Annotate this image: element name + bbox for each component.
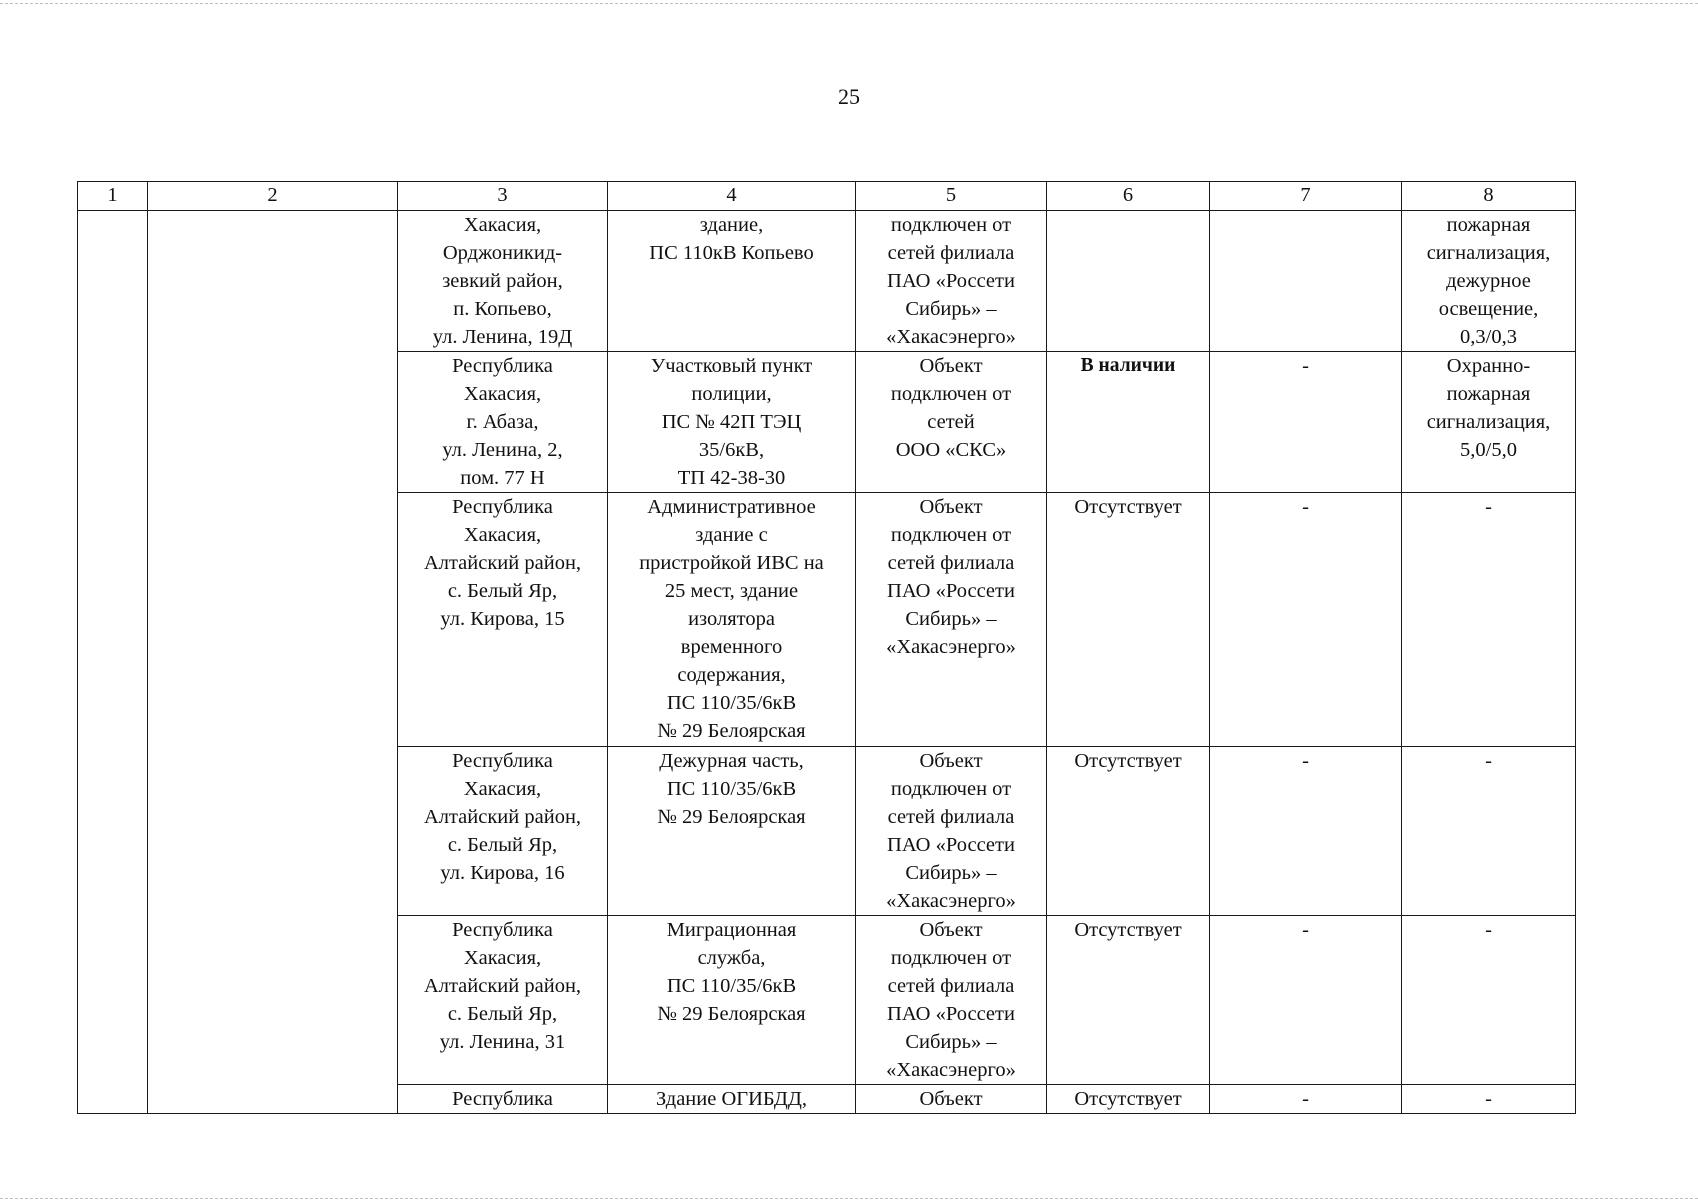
column-7-cell [1210, 747, 1402, 916]
column-7-text: - [1302, 1088, 1309, 1110]
column-header-6: 6 [1047, 182, 1210, 211]
equipment-cell [1402, 747, 1576, 916]
column-header-2: 2 [148, 182, 398, 211]
equipment-text: Охранно- пожарная сигнализация, 5,0/5,0 [1426, 355, 1551, 461]
equipment-text: - [1485, 496, 1492, 518]
connection-text: Объект подключен от сетей филиала ПАО «Россети Сибирь» – «Хакасэнерго» [886, 919, 1016, 1081]
availability-cell [1047, 1085, 1210, 1114]
column-header-1: 1 [78, 182, 148, 211]
column-header-4: 4 [608, 182, 856, 211]
object-text: здание, ПС 110кВ Копьево [649, 214, 814, 264]
object-cell [608, 211, 856, 352]
connection-cell [856, 916, 1047, 1085]
address-text: Республика Хакасия, г. Абаза, ул. Ленина, 2, пом. 77 Н [442, 355, 563, 489]
column-header-7: 7 [1210, 182, 1402, 211]
column-header-5: 5 [856, 182, 1047, 211]
connection-text: Объект подключен от сетей филиала ПАО «Россети Сибирь» – «Хакасэнерго» [886, 750, 1016, 912]
column-header-3: 3 [398, 182, 608, 211]
equipment-text: - [1485, 919, 1492, 941]
object-text: Здание ОГИБДД, [656, 1088, 807, 1110]
equipment-cell [1402, 352, 1576, 493]
object-cell [608, 352, 856, 493]
address-cell [398, 352, 608, 493]
column-7-text: - [1302, 750, 1309, 772]
availability-cell [1047, 352, 1210, 493]
object-cell [608, 747, 856, 916]
equipment-cell [1402, 493, 1576, 747]
column-7-cell [1210, 1085, 1402, 1114]
availability-text: Отсутствует [1074, 919, 1182, 941]
scan-edge-top [0, 3, 1698, 4]
connection-cell [856, 211, 1047, 352]
connection-cell [856, 352, 1047, 493]
availability-cell [1047, 211, 1210, 352]
equipment-cell [1402, 1085, 1576, 1114]
table-row [78, 211, 1576, 352]
connection-cell [856, 747, 1047, 916]
column-7-cell [1210, 916, 1402, 1085]
address-cell [398, 747, 608, 916]
connection-text: Объект подключен от сетей филиала ПАО «Россети Сибирь» – «Хакасэнерго» [886, 496, 1016, 658]
availability-text: В наличии [1080, 355, 1176, 376]
page-number: 25 [838, 84, 860, 109]
column-header-8: 8 [1402, 182, 1576, 211]
address-cell [398, 211, 608, 352]
address-cell [398, 493, 608, 747]
connection-cell [856, 493, 1047, 747]
address-text: Хакасия, Орджоникид- зевкий район, п. Копьево, ул. Ленина, 19Д [432, 214, 573, 348]
column-7-cell [1210, 352, 1402, 493]
scan-edge-bottom [0, 1198, 1698, 1199]
equipment-cell [1402, 916, 1576, 1085]
column-7-text: - [1302, 355, 1309, 377]
availability-text: Отсутствует [1074, 750, 1182, 772]
object-text: Участковый пункт полиции, ПС № 42П ТЭЦ 35/6кВ, ТП 42-38-30 [650, 355, 813, 489]
connection-text: Объект [919, 1088, 983, 1110]
address-text: Республика [452, 1088, 553, 1110]
address-cell [398, 1085, 608, 1114]
object-cell [608, 493, 856, 747]
table-header-row [78, 182, 1576, 211]
column-7-text: - [1302, 919, 1309, 941]
column-2-merged-cell [148, 211, 398, 1114]
object-text: Административное здание с пристройкой ИВС на 25 мест, здание изолятора временного содержания, ПС 110/35/6кВ № 29 Белоярская [639, 496, 824, 742]
object-cell [608, 1085, 856, 1114]
object-text: Дежурная часть, ПС 110/35/6кВ № 29 Белоярская [657, 750, 806, 828]
connection-text: подключен от сетей филиала ПАО «Россети Сибирь» – «Хакасэнерго» [886, 214, 1016, 348]
object-cell [608, 916, 856, 1085]
connection-text: Объект подключен от сетей ООО «СКС» [890, 355, 1012, 461]
availability-cell [1047, 916, 1210, 1085]
availability-cell [1047, 747, 1210, 916]
equipment-text: - [1485, 1088, 1492, 1110]
address-text: Республика Хакасия, Алтайский район, с. Белый Яр, ул. Кирова, 15 [423, 496, 582, 630]
column-7-text: - [1302, 496, 1309, 518]
data-table [77, 181, 1576, 1114]
connection-cell [856, 1085, 1047, 1114]
address-text: Республика Хакасия, Алтайский район, с. Белый Яр, ул. Ленина, 31 [423, 919, 582, 1053]
column-7-cell [1210, 211, 1402, 352]
availability-text: Отсутствует [1074, 1088, 1182, 1110]
availability-text: Отсутствует [1074, 496, 1182, 518]
address-text: Республика Хакасия, Алтайский район, с. Белый Яр, ул. Кирова, 16 [423, 750, 582, 884]
equipment-text: пожарная сигнализация, дежурное освещение, 0,3/0,3 [1426, 214, 1551, 348]
column-1-merged-cell [78, 211, 148, 1114]
column-7-cell [1210, 493, 1402, 747]
equipment-cell [1402, 211, 1576, 352]
equipment-text: - [1485, 750, 1492, 772]
availability-cell [1047, 493, 1210, 747]
address-cell [398, 916, 608, 1085]
object-text: Миграционная служба, ПС 110/35/6кВ № 29 Белоярская [657, 919, 806, 1025]
